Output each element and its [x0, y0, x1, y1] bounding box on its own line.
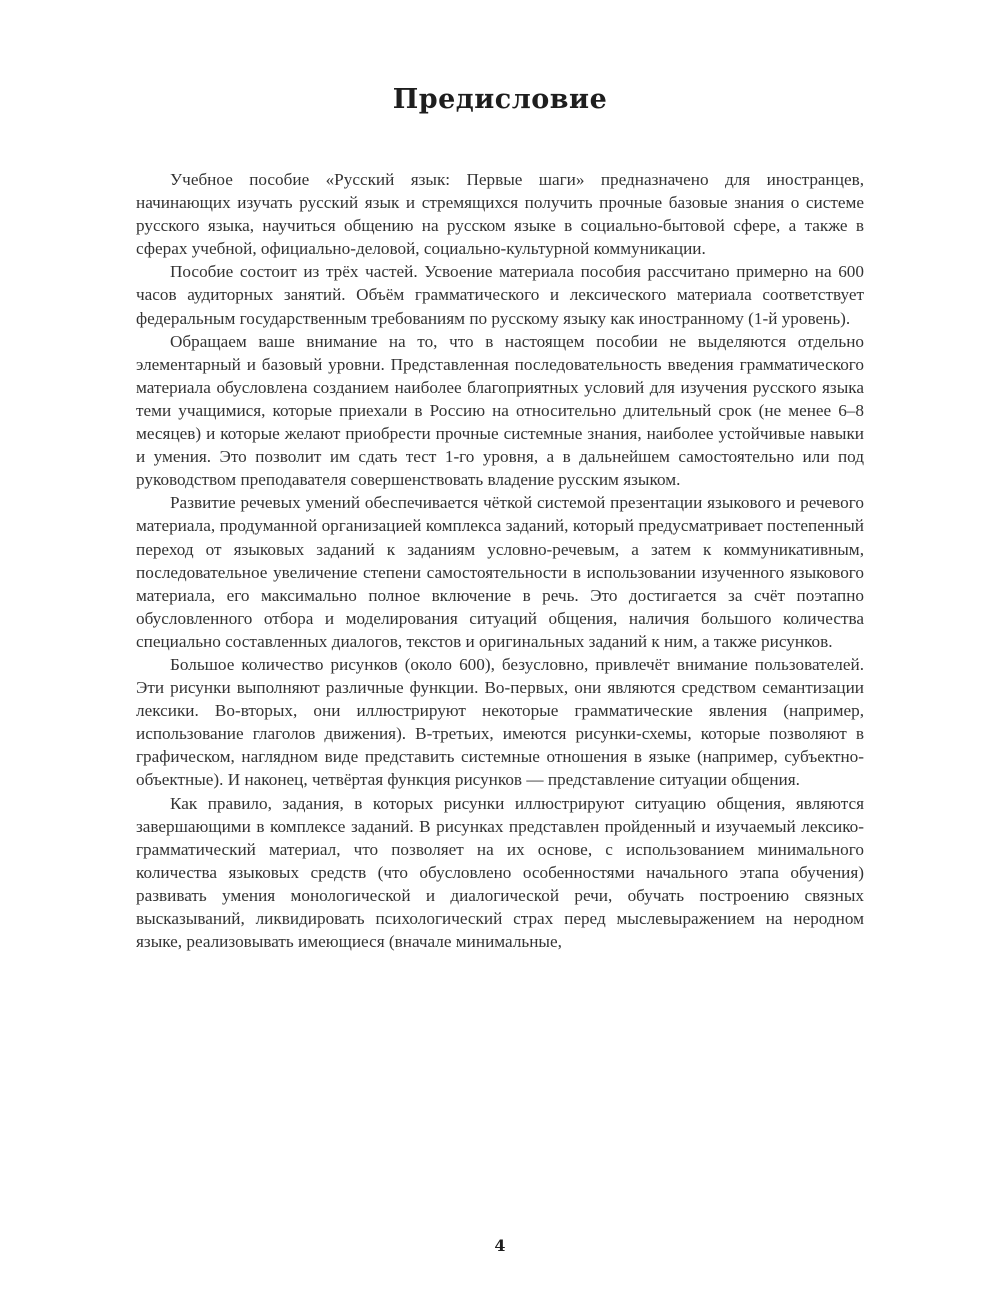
paragraph-structure: Пособие состоит из трёх частей. Усвоение материала пособия рассчитано примерно на 600 часов аудиторных занятий. Объём грамматического и лексического материала соответствует федеральным государственным требованиям по русскому языку как иностранному (1-й уровень). [136, 262, 864, 328]
paragraph-levels: Обращаем ваше внимание на то, что в настоящем пособии не выделяются отдельно элементарный и базовый уровни. Представленная последовательность введения грамматического материала обусловлена созданием наиболее благоприятных условий для изучения русского языка теми учащимися, которые приехали в Россию на относительно длительный срок (не менее 6–8 месяцев) и которые желают приобрести прочные системные знания, наиболее устойчивые навыки и умения. Это позволит им сдать тест 1-го уровня, а в дальнейшем самостоятельно или под руководством преподавателя совершенствовать владение русским языком. [136, 331, 864, 490]
paragraph-intro: Учебное пособие «Русский язык: Первые шаги» предназначено для иностранцев, начинающих изучать русский язык и стремящихся получить прочные базовые знания о системе русского языка, научиться общению на русском языке в социально-бытовой сфере, а также в сферах учебной, официально-деловой, социально-культурной коммуникации. [136, 170, 864, 259]
preface-text [136, 168, 864, 953]
paragraph-speech-skills: Развитие речевых умений обеспечивается чёткой системой презентации языкового и речевого материала, продуманной организацией комплекса заданий, который предусматривает постепенный переход от языковых заданий к заданиям условно-речевым, а затем к коммуникативным, последовательное увеличение степени самостоятельности в использовании изученного языкового материала, его максимально полное включение в речь. Это достигается за счёт поэтапно обусловленного отбора и моделирования ситуаций общения, наличия большого количества специально составленных диалогов, текстов и оригинальных заданий к ним, а также рисунков. [136, 493, 864, 651]
paragraph-pictures: Большое количество рисунков (около 600), безусловно, привлечёт внимание пользователей. Эти рисунки выполняют различные функции. Во-первых, они являются средством семантизации лексики. Во-вторых, они иллюстрируют некоторые грамматические явления (например, использование глаголов движения). В-третьих, имеются рисунки-схемы, которые позволяют в графическом, наглядном виде представить системные отношения в языке (например, субъектно-объектные). И наконец, четвёртая функция рисунков — представление ситуации общения. [136, 654, 864, 790]
page-title: Предисловие [392, 84, 608, 115]
page-number: 4 [494, 1236, 506, 1255]
paragraph-tasks: Как правило, задания, в которых рисунки иллюстрируют ситуацию общения, являются завершающими в комплексе заданий. В рисунках представлен пройденный и изучаемый лексико-грамматический материал, что позволяет на их основе, с использованием минимального количества языковых средств (что обусловлено особенностями начального этапа обучения) развивать умения монологической и диалогической речи, обучать построению связных высказываний, ликвидировать психологический страх перед мыслевыражением на неродном языке, реализовывать имеющиеся (вначале минимальные, [136, 793, 864, 952]
